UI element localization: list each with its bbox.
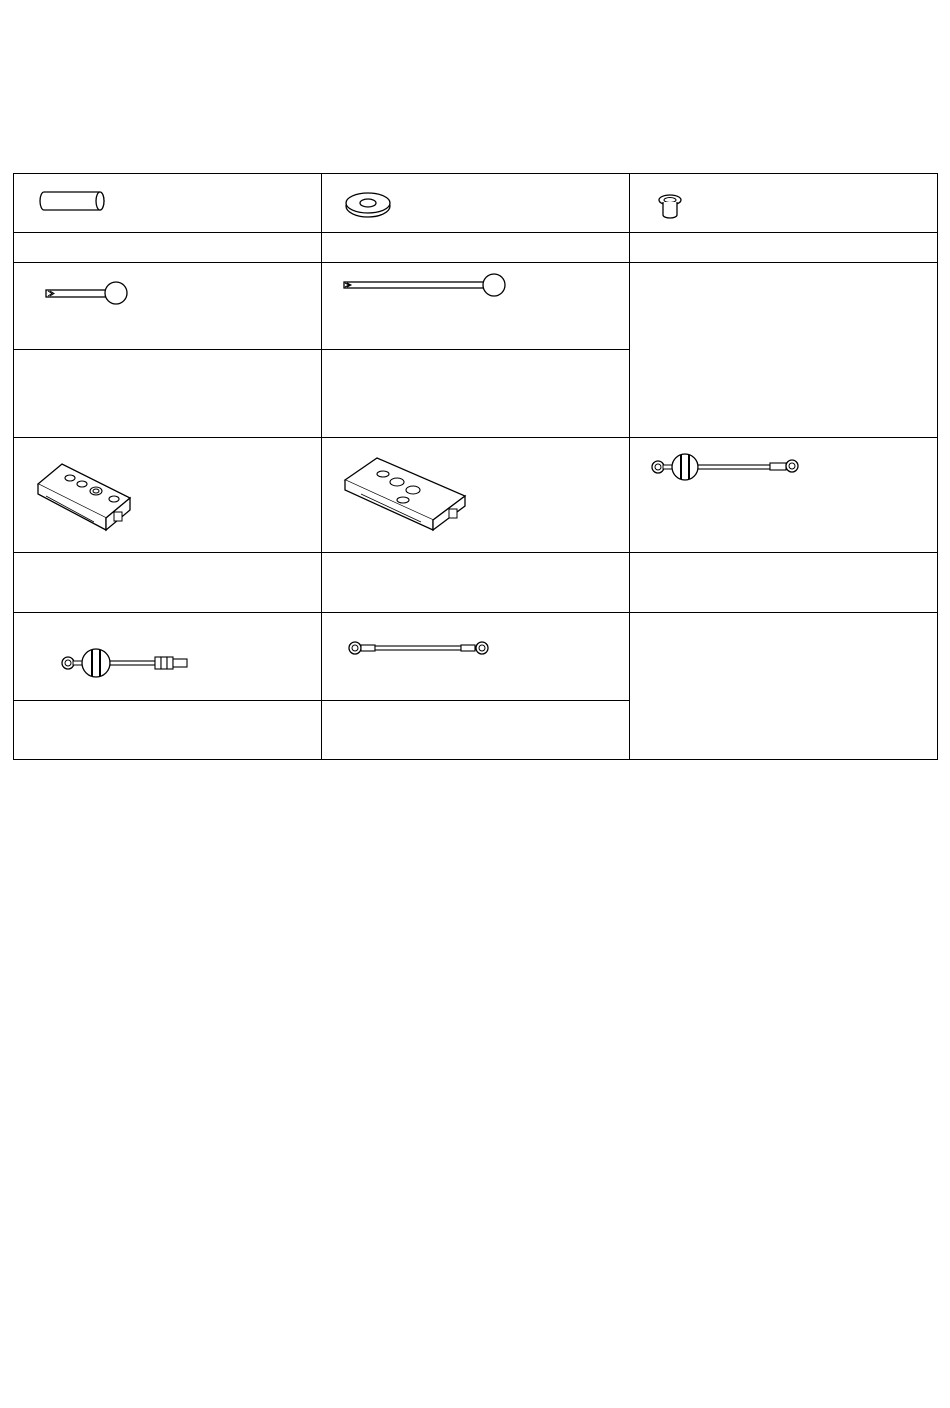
parts-table xyxy=(13,173,938,760)
row-divider xyxy=(14,232,937,233)
small-mount-block-icon xyxy=(34,458,134,540)
column-divider xyxy=(629,174,630,759)
ball-threaded-rod-icon xyxy=(57,646,192,680)
column-divider xyxy=(321,174,322,759)
row-divider xyxy=(14,262,937,263)
ball-eye-rod-icon xyxy=(647,451,807,483)
row-divider xyxy=(14,552,937,553)
eye-link-rod-icon xyxy=(345,635,495,661)
short-ball-rod-icon xyxy=(44,278,134,308)
row-divider xyxy=(14,612,937,613)
long-ball-rod-icon xyxy=(342,272,512,300)
washer-icon xyxy=(343,191,393,219)
large-mount-block-icon xyxy=(341,454,471,534)
bushing-icon xyxy=(657,193,683,221)
row-divider xyxy=(14,437,937,438)
pin-icon xyxy=(38,189,108,213)
